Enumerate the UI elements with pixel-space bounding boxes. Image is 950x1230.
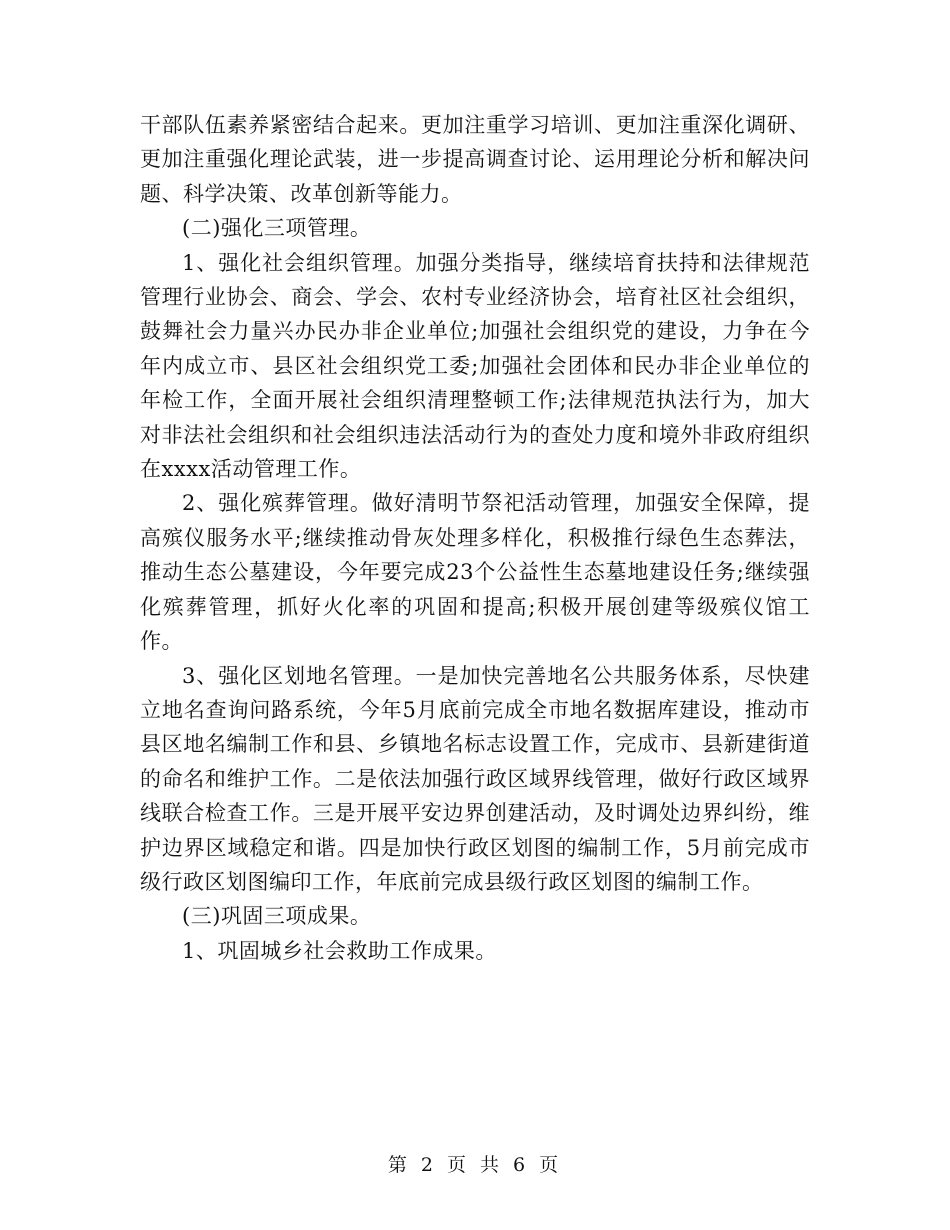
- paragraph-place-name-management: 3、强化区划地名管理。一是加快完善地名公共服务体系，尽快建立地名查询问路系统，今年5月底前完成全市地名数据库建设，推动市县区地名编制工作和县、乡镇地名标志设置工作，完成市、县新建街道的命名和维护工作。二是依法加强行政区域界线管理，做好行政区域界线联合检查工作。三是开展平安边界创建活动，及时调处边界纠纷，维护边界区域稳定和谐。四是加快行政区划图的编制工作，5月前完成市级行政区划图编印工作，年底前完成县级行政区划图的编制工作。: [140, 663, 810, 894]
- paragraph-social-organization: 1、强化社会组织管理。加强分类指导，继续培育扶持和法律规范管理行业协会、商会、学会、农村专业经济协会，培育社区社会组织，鼓舞社会力量兴办民办非企业单位;加强社会组织党的建设，力争在今年内成立市、县区社会组织党工委;加强社会团体和民办非企业单位的年检工作，全面开展社会组织清理整顿工作;法律规范执法行为，加大对非法社会组织和社会组织违法活动行为的查处力度和境外非政府组织在xxxx活动管理工作。: [140, 250, 810, 482]
- section-heading-two: (二)强化三项管理。: [182, 216, 372, 241]
- section-heading-three: (三)巩固三项成果。: [182, 904, 372, 929]
- paragraph-social-assistance: 1、巩固城乡社会救助工作成果。: [182, 938, 497, 963]
- document-body: [140, 108, 810, 968]
- paragraph-funeral-management: 2、强化殡葬管理。做好清明节祭祀活动管理，加强安全保障，提高殡仪服务水平;继续推动骨灰处理多样化，积极推行绿色生态葬法，推动生态公墓建设，今年要完成23个公益性生态墓地建设任务;继续强化殡葬管理，抓好火化率的巩固和提高;积极开展创建等级殡仪馆工作。: [140, 491, 810, 654]
- page-number-footer: 第 2 页 共 6 页: [387, 1154, 563, 1176]
- paragraph-continuation: 干部队伍素养紧密结合起来。更加注重学习培训、更加注重深化调研、更加注重强化理论武装，进一步提高调查讨论、运用理论分析和解决问题、科学决策、改革创新等能力。: [140, 113, 810, 206]
